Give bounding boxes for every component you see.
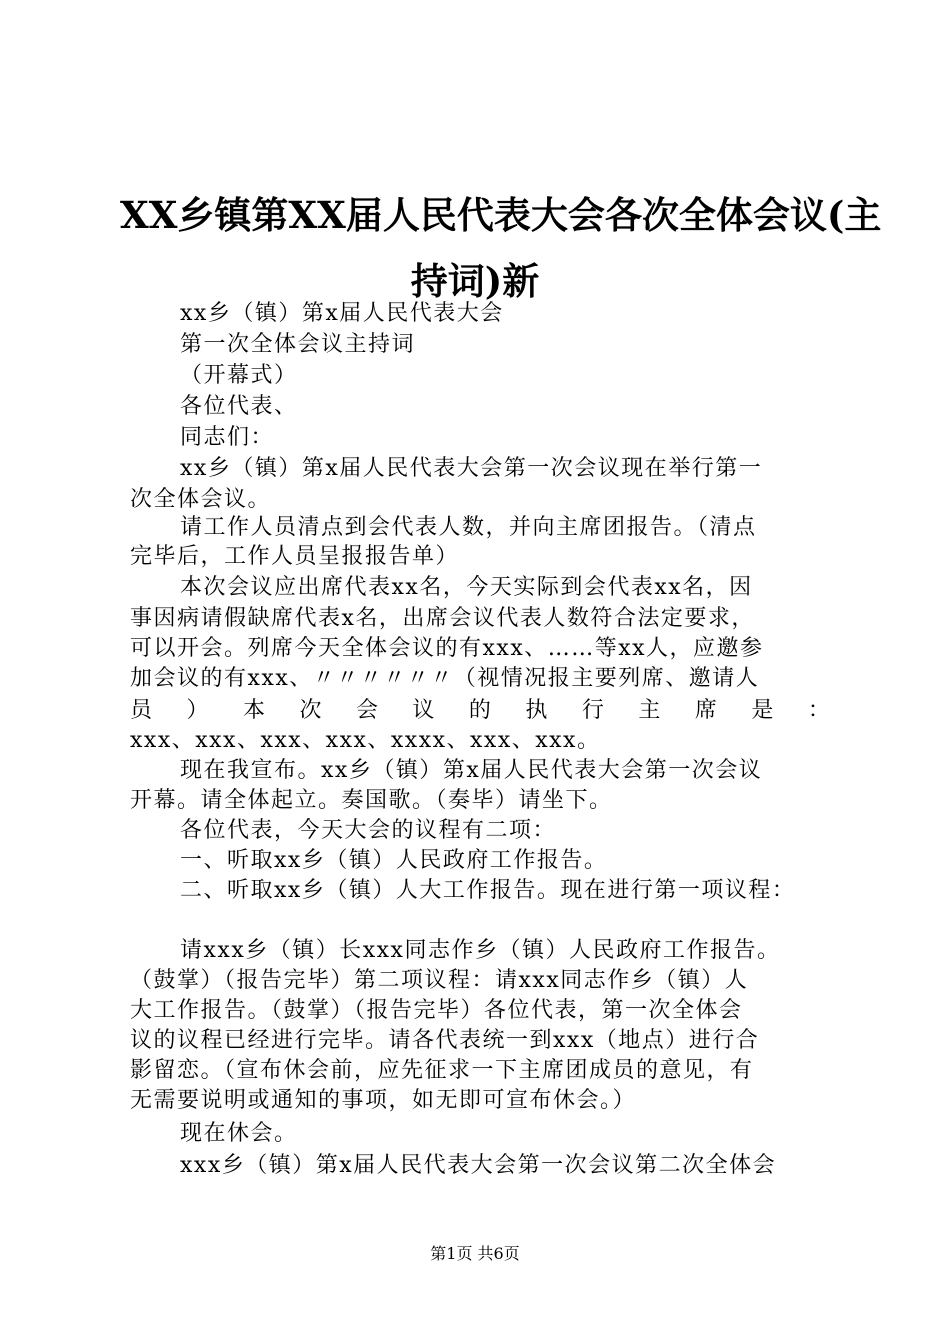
justified-char: 是 (751, 698, 774, 723)
justified-char: 席 (694, 698, 717, 723)
body-line: 现在休会。 (180, 1121, 298, 1146)
justified-char: 次 (299, 698, 322, 723)
title-line-1: XX乡镇第XX届人民代表大会各次全体会议(主 (120, 193, 882, 237)
body-line: 各位代表，今天大会的议程有二项： (180, 818, 557, 843)
body-line: xxx、xxx、xxx、xxx、xxxx、xxx、xxx。 (130, 728, 601, 753)
justified-line (130, 696, 830, 726)
justified-char: 本 (242, 698, 265, 723)
justified-char: 主 (638, 698, 661, 723)
justified-char: ） (186, 698, 209, 723)
body-line: 请工作人员清点到会代表人数，并向主席团报告。（清点 (180, 515, 757, 540)
justified-char: 的 (468, 698, 491, 723)
body-line: 完毕后，工作人员呈报报告单） (130, 544, 460, 569)
justified-char: ： (807, 698, 830, 723)
body-line: 一、听取xx乡（镇）人民政府工作报告。 (180, 848, 608, 873)
title-line-2: 持词)新 (410, 259, 540, 303)
body-line: 大工作报告。（鼓掌）（报告完毕）各位代表，第一次全体会 (130, 998, 743, 1023)
body-line: xxx乡（镇）第x届人民代表大会第一次会议第二次全体会 (180, 1153, 777, 1178)
body-line: 可以开会。列席今天全体会议的有xxx、……等xx人，应邀参 (130, 636, 764, 661)
body-line: 加会议的有xxx、〃〃〃〃〃〃（视情况报主要列席、邀请人 (130, 666, 760, 691)
body-line: 二、听取xx乡（镇）人大工作报告。现在进行第一项议程： (180, 878, 796, 903)
body-line: 第一次全体会议主持词 (180, 332, 416, 357)
justified-char: 议 (412, 698, 435, 723)
body-line: 本次会议应出席代表xx名，今天实际到会代表xx名，因 (180, 575, 753, 600)
page-footer: 第1页 共6页 (430, 1244, 520, 1263)
document-title (120, 182, 882, 314)
justified-char: 会 (355, 698, 378, 723)
body-line: 同志们： (180, 425, 275, 450)
justified-char: 执 (525, 698, 548, 723)
body-line: （鼓掌）（报告完毕）第二项议程：请xxx同志作乡（镇）人 (130, 968, 749, 993)
body-line: xx乡（镇）第x届人民代表大会 (180, 301, 504, 326)
body-line: 请xxx乡（镇）长xxx同志作乡（镇）人民政府工作报告。 (180, 938, 781, 963)
justified-char: 员 (130, 698, 153, 723)
body-line: 各位代表、 (180, 394, 298, 419)
justified-char: 行 (581, 698, 604, 723)
body-line: xx乡（镇）第x届人民代表大会第一次会议现在举行第一 (180, 456, 763, 481)
body-line: 事因病请假缺席代表x名，出席会议代表人数符合法定要求， (130, 606, 755, 631)
body-line: 影留恋。（宣布休会前，应先征求一下主席团成员的意见，有 (130, 1058, 754, 1083)
body-line: 议的议程已经进行完毕。请各代表统一到xxx（地点）进行合 (130, 1028, 760, 1053)
body-line: 现在我宣布。xx乡（镇）第x届人民代表大会第一次会议 (180, 758, 763, 783)
body-line: 开幕。请全体起立。奏国歌。（奏毕）请坐下。 (130, 788, 613, 813)
body-line: （开幕式） (180, 363, 298, 388)
body-line: 无需要说明或通知的事项，如无即可宣布休会。） (130, 1088, 637, 1113)
body-line: 次全体会议。 (130, 487, 272, 512)
